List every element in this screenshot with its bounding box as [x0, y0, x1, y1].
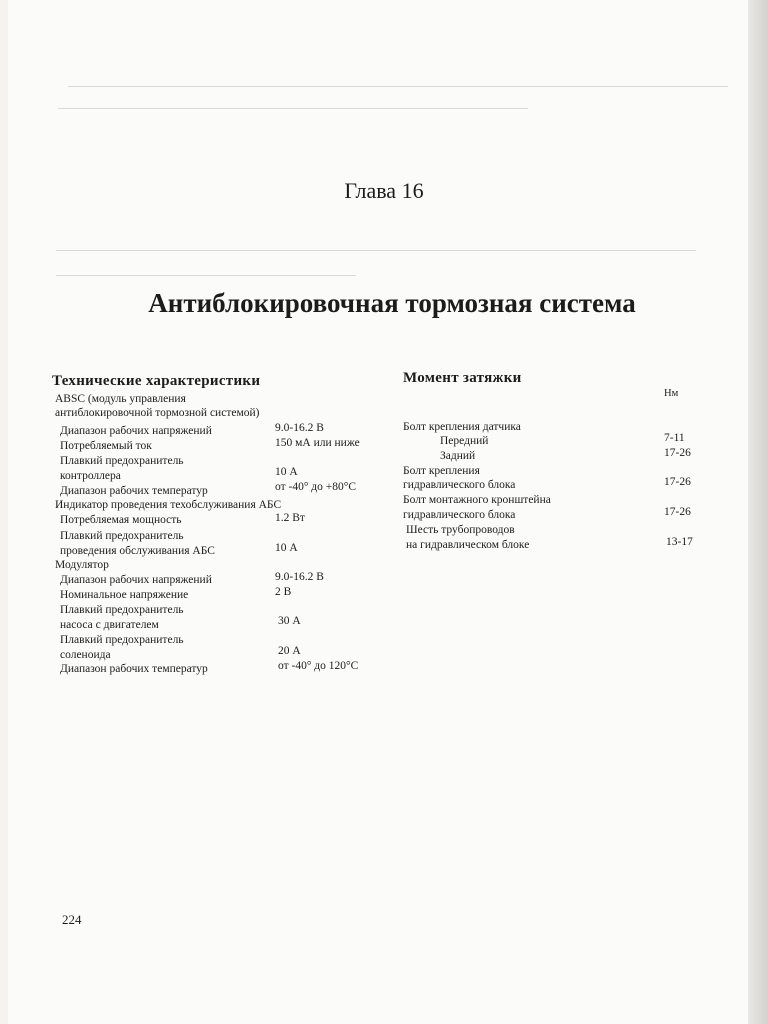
spec-label: соленоида: [60, 649, 111, 661]
spec-value: 10 А: [275, 542, 298, 554]
spec-value: 30 А: [278, 615, 301, 627]
torque-heading: Момент затяжки: [403, 370, 522, 386]
spec-line: Модулятор: [55, 559, 109, 571]
torque-label: Болт монтажного кронштейна: [403, 494, 551, 506]
spec-value: от -40° до +80°С: [275, 481, 357, 493]
specs-heading: Технические характеристики: [52, 373, 261, 389]
torque-value: 7-11: [664, 432, 685, 444]
torque-label: Болт крепления датчика: [403, 421, 521, 433]
bleed-through-line: [68, 86, 728, 87]
torque-value: 17-26: [664, 506, 691, 518]
spec-value: 150 мА или ниже: [275, 437, 360, 449]
torque-label: Болт крепления: [403, 465, 480, 477]
spec-label: Диапазон рабочих напряжений: [60, 574, 212, 586]
spec-value: от -40° до 120°С: [278, 660, 359, 672]
page-title: Антиблокировочная тормозная система: [148, 288, 636, 318]
spec-value: 9.0-16.2 В: [275, 571, 324, 583]
book-page: [8, 0, 748, 1024]
torque-value: 17-26: [664, 476, 691, 488]
page-edge: [748, 0, 768, 1024]
torque-label: Задний: [440, 450, 476, 462]
bleed-through-line: [58, 108, 528, 109]
spec-value: 1.2 Вт: [275, 512, 305, 524]
spec-label: Номинальное напряжение: [60, 589, 189, 601]
torque-label: гидравлического блока: [403, 509, 516, 521]
spec-label: Диапазон рабочих температур: [60, 663, 208, 675]
torque-value: 17-26: [664, 447, 691, 459]
torque-label: Шесть трубопроводов: [406, 524, 515, 536]
page-number: 224: [62, 912, 82, 927]
spec-label: насоса с двигателем: [60, 619, 159, 631]
chapter-heading: Глава 16: [344, 178, 424, 203]
spec-line: ABSC (модуль управления: [55, 393, 186, 405]
spec-line: Индикатор проведения техобслуживания АБС: [55, 499, 282, 511]
spec-value: 10 А: [275, 466, 298, 478]
spec-label: Диапазон рабочих напряжений: [60, 425, 212, 437]
spec-label: Диапазон рабочих температур: [60, 485, 208, 497]
torque-value: 13-17: [666, 536, 693, 548]
spec-value: 2 В: [275, 586, 292, 598]
spec-label: Потребляемая мощность: [60, 514, 182, 526]
bleed-through-line: [56, 250, 696, 251]
spec-label: Потребляемый ток: [60, 440, 152, 452]
spec-label: Плавкий предохранитель: [60, 455, 184, 467]
torque-unit: Нм: [664, 388, 679, 399]
spec-value: 20 А: [278, 645, 301, 657]
spec-label: Плавкий предохранитель: [60, 634, 184, 646]
torque-label: гидравлического блока: [403, 479, 516, 491]
spec-label: контроллера: [60, 470, 121, 482]
spec-label: проведения обслуживания АБС: [60, 545, 215, 557]
torque-label: на гидравлическом блоке: [406, 539, 530, 551]
spec-label: Плавкий предохранитель: [60, 530, 184, 542]
spec-label: Плавкий предохранитель: [60, 604, 184, 616]
spec-value: 9.0-16.2 В: [275, 422, 324, 434]
spec-line: антиблокировочной тормозной системой): [55, 407, 260, 419]
bleed-through-line: [56, 275, 356, 276]
torque-label: Передний: [440, 435, 489, 447]
